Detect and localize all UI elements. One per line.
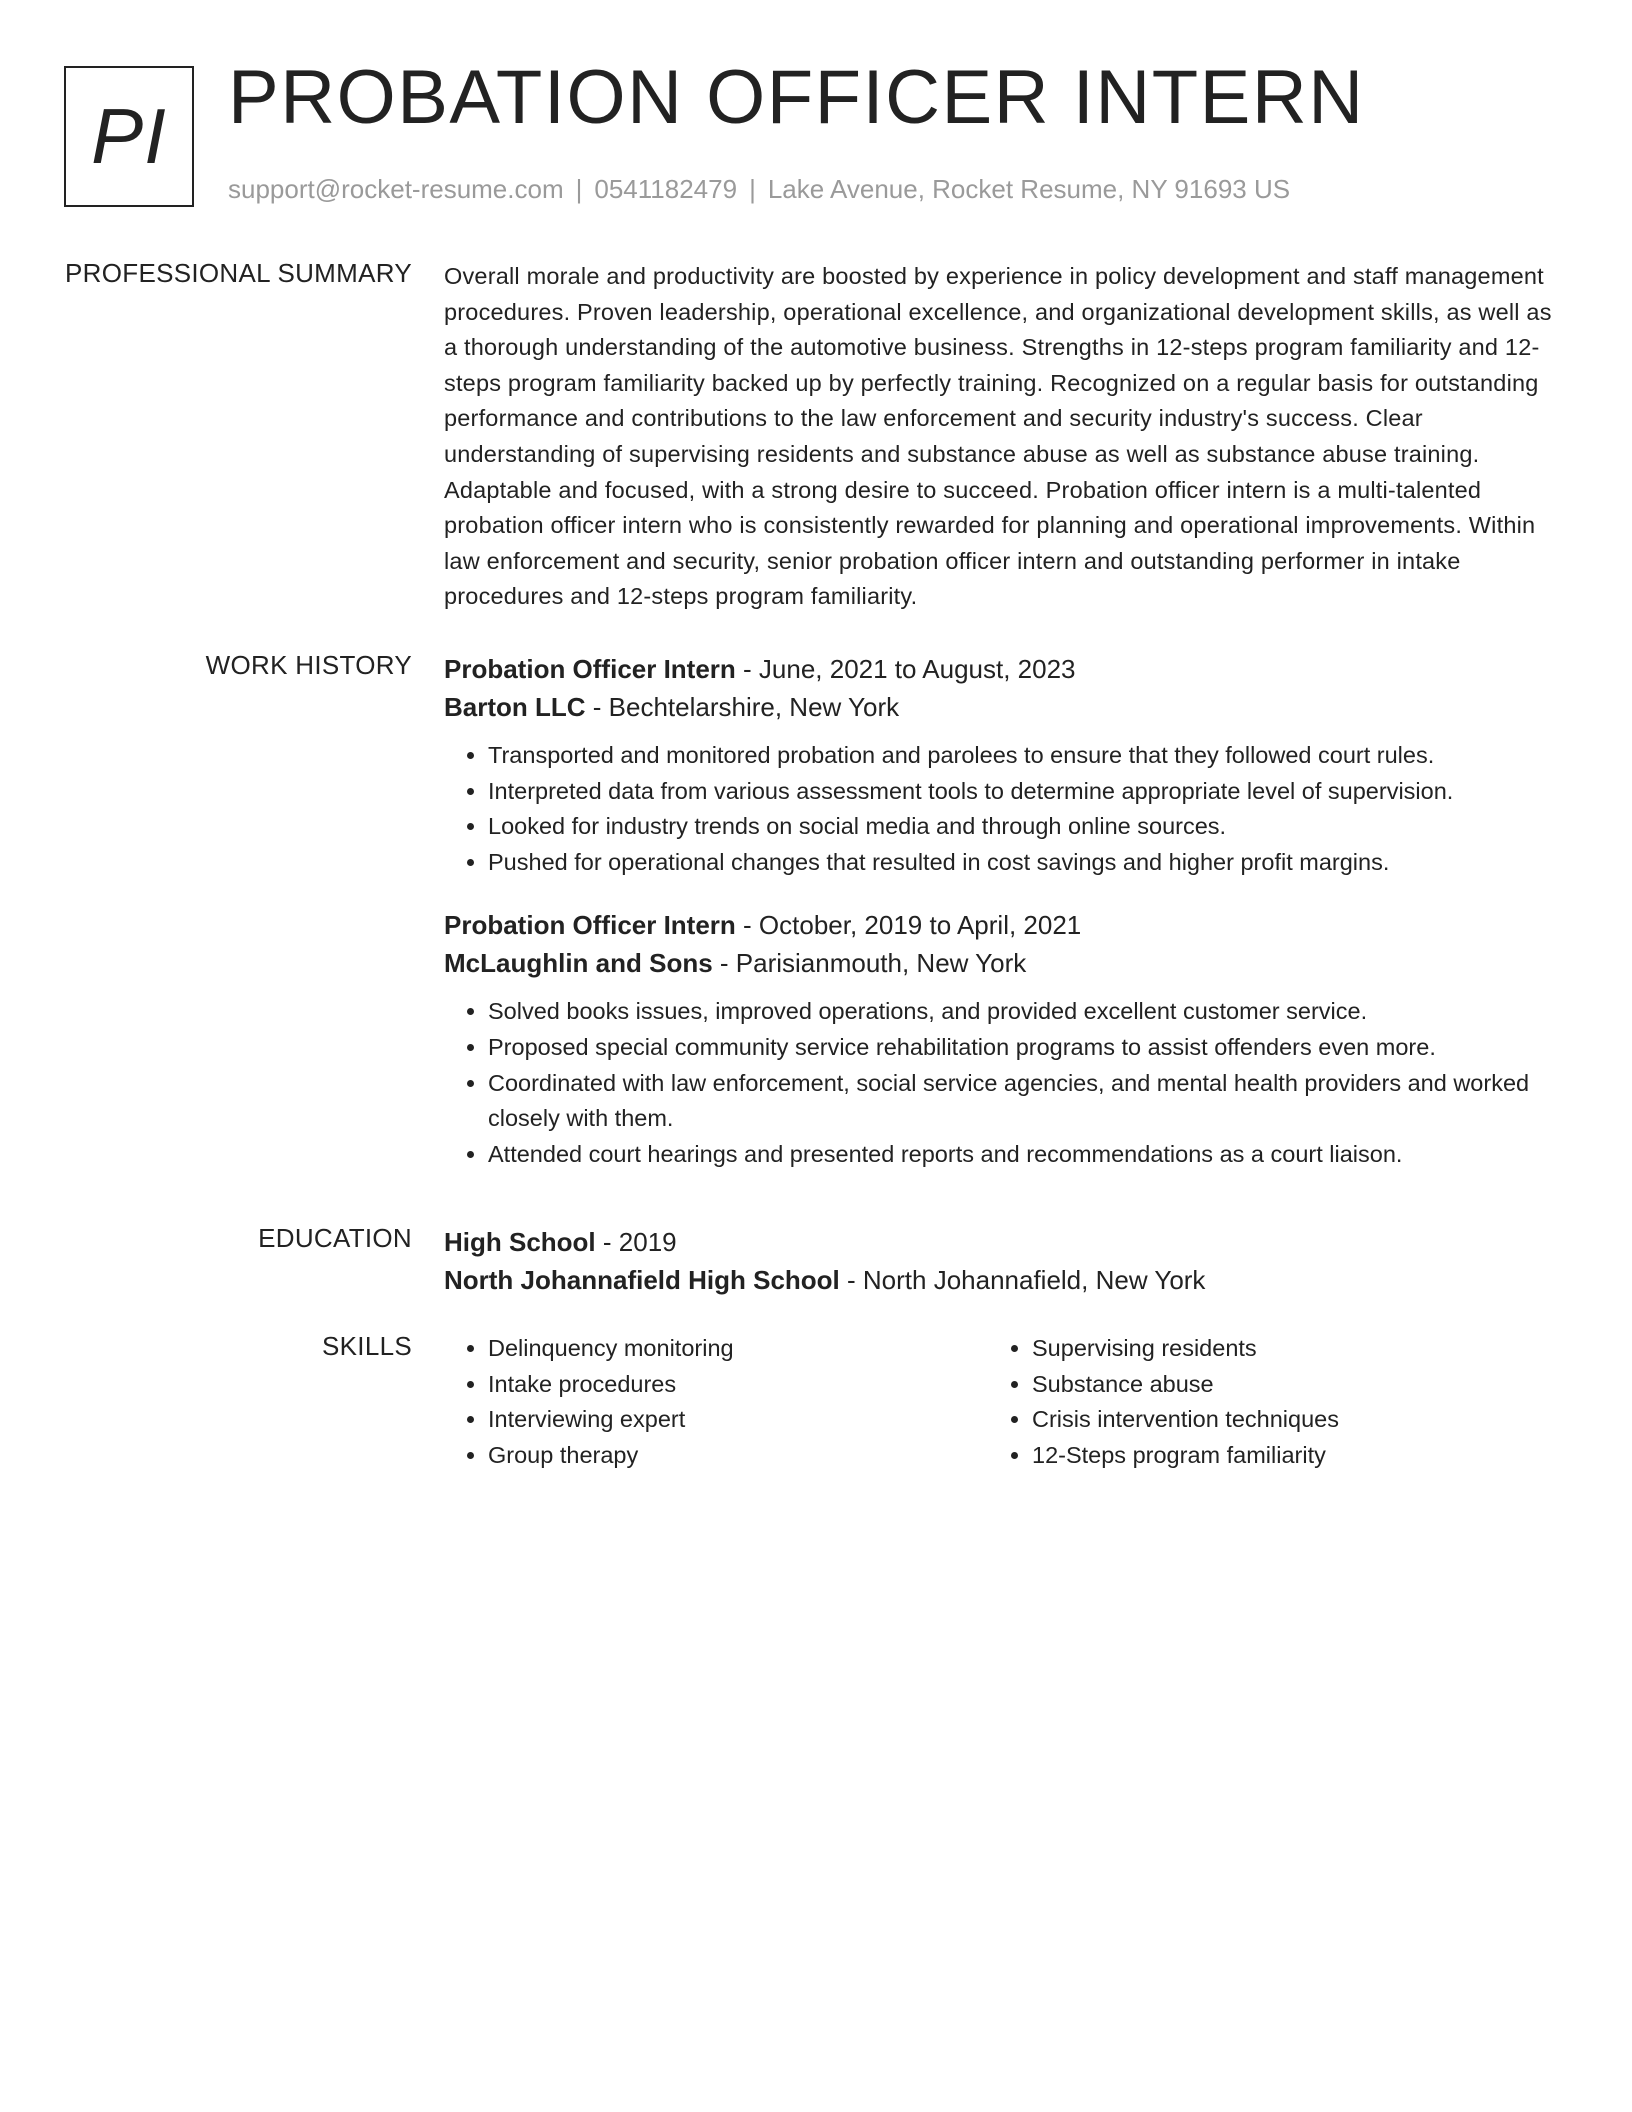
job-dates: - October, 2019 to April, 2021 xyxy=(735,910,1082,941)
job-company-line xyxy=(444,944,1554,982)
education-degree-line xyxy=(444,1223,1554,1261)
job-role: Probation Officer Intern xyxy=(444,910,736,941)
monogram-initials: PI xyxy=(91,92,167,180)
skills-column-left xyxy=(444,1331,988,1473)
education-degree: High School xyxy=(444,1227,596,1257)
skill-item: • Group therapy xyxy=(488,1438,988,1474)
job-bullet: • Pushed for operational changes that resulted in cost savings and higher profit margins. xyxy=(488,845,1554,881)
skill-item: • Delinquency monitoring xyxy=(488,1331,988,1367)
work-history-heading: WORK HISTORY xyxy=(205,650,412,680)
contact-email: support@rocket-resume.com xyxy=(228,174,564,204)
skills-heading: SKILLS xyxy=(322,1331,412,1361)
job-location: - Bechtelarshire, New York xyxy=(585,692,900,722)
contact-separator: | xyxy=(749,174,756,204)
job-bullet: • Attended court hearings and presented reports and recommendations as a court liaison. xyxy=(488,1137,1554,1173)
skill-item: • Crisis intervention techniques xyxy=(1032,1402,1552,1438)
skill-item: • Supervising residents xyxy=(1032,1331,1552,1367)
education-location: - North Johannafield, New York xyxy=(839,1265,1206,1295)
job-bullet: • Coordinated with law enforcement, social service agencies, and mental health providers and worked closely with them. xyxy=(488,1066,1554,1137)
education-heading: EDUCATION xyxy=(258,1223,412,1253)
job-entry xyxy=(444,906,1554,1172)
job-role: Probation Officer Intern xyxy=(444,654,736,684)
job-bullet: • Proposed special community service rehabilitation programs to assist offenders even more. xyxy=(488,1030,1554,1066)
job-bullets xyxy=(444,738,1554,880)
job-dates: - June, 2021 to August, 2023 xyxy=(735,654,1076,684)
job-company-line xyxy=(444,688,1554,726)
skills-grid xyxy=(444,1331,1554,1473)
job-bullet: • Interpreted data from various assessment tools to determine appropriate level of supervision. xyxy=(488,774,1554,810)
job-title-line xyxy=(444,650,1554,688)
contact-separator: | xyxy=(575,174,583,204)
job-bullet: • Transported and monitored probation and parolees to ensure that they followed court rules. xyxy=(488,738,1554,774)
education-body xyxy=(444,1223,1554,1299)
job-bullet: • Solved books issues, improved operations, and provided excellent customer service. xyxy=(488,994,1554,1030)
education-school-line xyxy=(444,1261,1554,1299)
job-company: McLaughlin and Sons xyxy=(444,948,713,979)
job-bullets xyxy=(444,994,1554,1172)
education-school: North Johannafield High School xyxy=(444,1265,840,1295)
skill-item: • Intake procedures xyxy=(488,1367,988,1403)
summary-heading: PROFESSIONAL SUMMARY xyxy=(65,258,412,288)
job-title-line xyxy=(444,906,1554,944)
skill-item: • Interviewing expert xyxy=(488,1402,988,1438)
job-company: Barton LLC xyxy=(444,692,586,722)
summary-body xyxy=(444,259,1554,615)
monogram-box xyxy=(64,66,194,207)
contact-line xyxy=(228,174,1290,205)
job-entry xyxy=(444,650,1554,880)
job-location: - Parisianmouth, New York xyxy=(712,948,1027,979)
skills-body xyxy=(444,1331,1554,1473)
summary-text: Overall morale and productivity are boosted by experience in policy development and staff management procedures. Proven leadership, operational excellence, and organizational development skills, as well as a thorough understanding of the automotive business. Strengths in 12-steps program familiarity and 12-steps program familiarity backed up by perfectly training. Recognized on a regular basis for outstanding performance and contributions to the law enforcement and security industry's success. Clear understanding of supervising residents and substance abuse as well as substance abuse training. Adaptable and focused, with a strong desire to succeed. Probation officer intern is a multi-talented probation officer intern who is consistently rewarded for planning and operational improvements. Within law enforcement and security, senior probation officer intern and outstanding performer in intake procedures and 12-steps program familiarity. xyxy=(444,263,1552,610)
contact-phone: 0541182479 xyxy=(594,174,738,204)
work-history-body xyxy=(444,650,1554,1172)
contact-address: Lake Avenue, Rocket Resume, NY 91693 US xyxy=(767,174,1291,204)
education-year: - 2019 xyxy=(595,1227,677,1257)
job-bullet: • Looked for industry trends on social media and through online sources. xyxy=(488,809,1554,845)
skills-column-right xyxy=(988,1331,1552,1473)
resume-name: PROBATION OFFICER INTERN xyxy=(228,55,1365,140)
skill-item: • 12-Steps program familiarity xyxy=(1032,1438,1552,1474)
skill-item: • Substance abuse xyxy=(1032,1367,1552,1403)
